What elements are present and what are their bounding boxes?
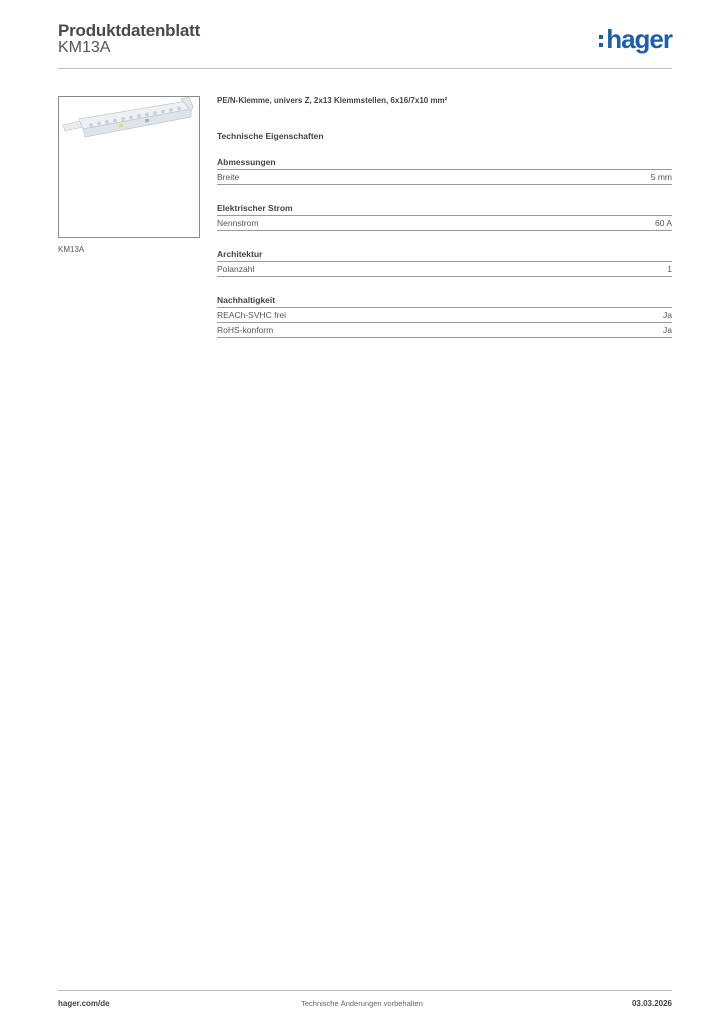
section-heading-technical-properties: Technische Eigenschaften xyxy=(217,131,324,141)
group-title: Nachhaltigkeit xyxy=(217,295,672,308)
property-label: Breite xyxy=(217,172,240,182)
header-divider xyxy=(58,68,672,69)
product-details xyxy=(217,96,672,338)
hager-logo xyxy=(599,26,672,52)
property-value: Ja xyxy=(663,310,672,320)
property-group-electrical-current xyxy=(217,203,672,231)
property-value: 60 A xyxy=(654,218,672,228)
product-image-caption: KM13A xyxy=(58,245,85,254)
property-value: 1 xyxy=(667,264,672,274)
property-group-dimensions xyxy=(217,157,672,185)
product-code: KM13A xyxy=(58,39,111,56)
group-title: Abmessungen xyxy=(217,157,672,170)
property-row xyxy=(217,308,672,323)
property-row xyxy=(217,262,672,277)
group-title: Elektrischer Strom xyxy=(217,203,672,216)
property-row xyxy=(217,216,672,231)
property-row xyxy=(217,323,672,338)
property-label: RoHS-konform xyxy=(217,325,274,335)
property-label: Polanzahl xyxy=(217,264,255,274)
footer-notice: Technische Änderungen vorbehalten xyxy=(301,999,423,1008)
property-group-sustainability xyxy=(217,295,672,338)
product-description: PE/N-Klemme, univers Z, 2x13 Klemmstellen, 6x16/7x10 mm² xyxy=(217,96,448,105)
property-label: Nennstrom xyxy=(217,218,259,228)
footer-website-link[interactable]: hager.com/de xyxy=(58,999,110,1008)
group-title: Architektur xyxy=(217,249,672,262)
property-label: REACh-SVHC frei xyxy=(217,310,286,320)
property-group-architecture xyxy=(217,249,672,277)
property-value: 5 mm xyxy=(650,172,672,182)
footer-date: 03.03.2026 xyxy=(631,999,672,1008)
logo-text: hager xyxy=(606,24,672,54)
terminal-block-image xyxy=(59,97,199,237)
document-title: Produktdatenblatt xyxy=(58,21,201,40)
footer-divider xyxy=(58,990,672,991)
product-image-frame xyxy=(58,96,200,238)
property-row xyxy=(217,170,672,185)
property-value: Ja xyxy=(663,325,672,335)
logo-dots-icon xyxy=(599,35,603,47)
